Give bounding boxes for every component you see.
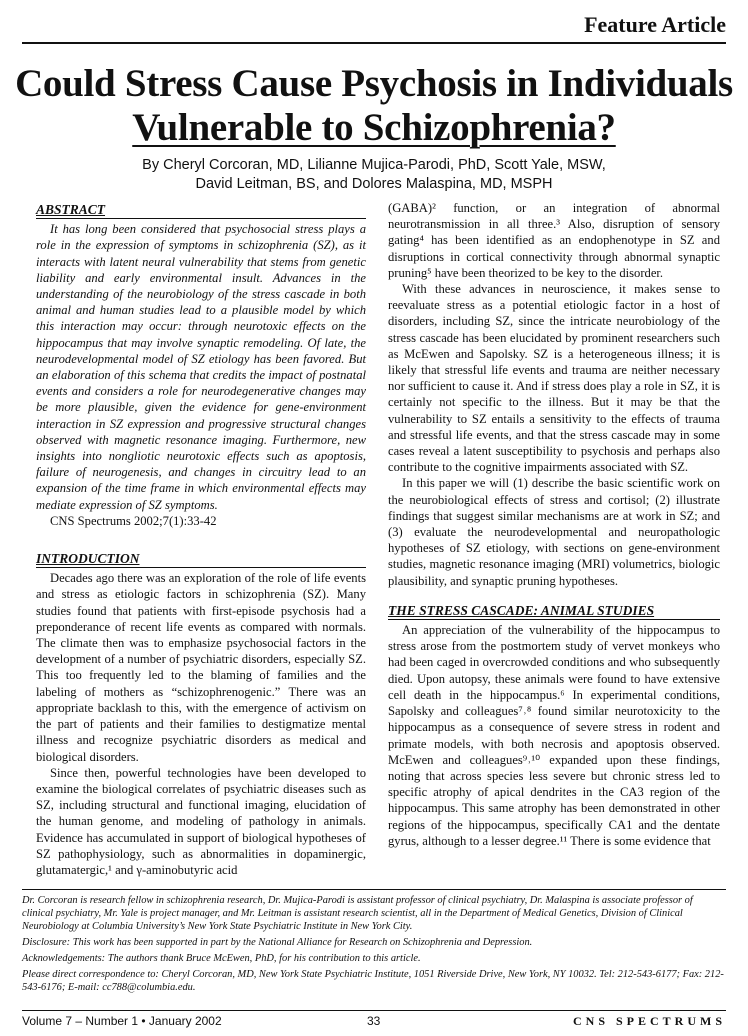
footnote-correspondence: Please direct correspondence to: Cheryl Corcoran, MD, New York State Psychiatric Institute, 1051 Riverside Drive, New York, NY 10032. Tel: 212-543-6177; Fax: 212-543-6176; E-mail: cc788@columbia.edu. [22,969,724,993]
footnote-disclosure: Disclosure: This work has been supported in part by the National Alliance for Research on Schizophrenia and Depression. [22,937,533,948]
authors-line-1: By Cheryl Corcoran, MD, Lilianne Mujica-Parodi, PhD, Scott Yale, MSW, [142,157,606,173]
journal-name: CNS SPECTRUMS [572,1014,726,1028]
body-paragraph-1: (GABA)² function, or an integration of abnormal neurotransmission in all three.³ Also, disruption of sensory gating⁴ has been identified as an endophenotype in SZ and disruptions in cortical connectivity through abnormal synaptic pruning⁵ have been theorized to be key to the disorder. [388,201,720,280]
stress-cascade-paragraph: An appreciation of the vulnerability of the hippocampus to stress arose from the postmortem study of vervet monkeys who had been caged in overcrowded conditions and who subsequently died. Upon autopsy, these animals were found to have extensive cell death in the hippocampus.⁶ In experimental conditions, Sapolsky and colleagues⁷˒⁸ found similar neurotoxicity to the hippocampus as a consequence of severe stress in rodent and primate models, with both necrosis and apoptosis observed. McEwen and colleagues⁹˒¹⁰ expanded upon these findings, noting that across species less severe but chronic stress led to specific atrophy of apical dendrites in the CA3 region of the hippocampus. This same atrophy has been demonstrated in other regions of the hippocampus, specifically CA1 and the dentate gyrus, although to a lesser degree.¹¹ There is some evidence that [388,623,720,848]
right-column [388,200,720,849]
article-title [0,62,748,150]
stress-cascade-heading: THE STRESS CASCADE: ANIMAL STUDIES [388,603,720,620]
page-number: 33 [367,1014,381,1028]
issue-info: Volume 7 – Number 1 • January 2002 [22,1014,222,1028]
authors-line-2: David Leitman, BS, and Dolores Malaspina, MD, MSPH [195,176,553,192]
abstract-heading: ABSTRACT [36,202,366,219]
page-footer [22,1010,726,1028]
footnote-acknowledgements: Acknowledgements: The authors thank Bruce McEwen, PhD, for his contribution to this article. [22,953,421,964]
introduction-paragraph-1: Decades ago there was an exploration of the role of life events and stress as etiologic factors in schizophrenia (SZ). Many studies found that patients with first-episode psychosis had a preponderance of recent life events as compared with normals. The climate then was to emphasize psychosocial factors in the development of a number of psychiatric disorders, especially SZ. This too frequently led to the blaming of families and the labeling of mothers as “schizophrenogenic.” There was an appropriate backlash to this, with the emergence of activism on the part of patients and their families to destigmatize mental illness and recognize psychiatric disorders as medical and biological disorders. [36,571,366,764]
section-label: Feature Article [584,12,726,37]
abstract-text: It has long been considered that psychosocial stress plays a role in the expression of symptoms in schizophrenia (SZ), as it interacts with latent neural vulnerability that stems from genetic liability and early environmental insult. Advances in the understanding of the neurobiology of the stress cascade in both animal and human studies lead to a plausible model by which this interaction may occur: through neurotoxic effects on the hippocampus that may involve synaptic remodeling. Of late, the neurodevelopmental model of SZ etiology has been favored. But an elaboration of this schema that credits the impact of postnatal events and considers a role for neurodegenerative changes may be more plausible, given the evidence for gene-environment interaction in SZ expression and progressive structural changes observed with magnetic resonance imaging. Furthermore, new insights into nongliotic neurotoxic effects such as apoptosis, failure of neurogenesis, and changes in circuitry lead to an expansion of the time frame in which environmental effects may mediate expression of SZ symptoms. [36,222,366,512]
introduction-paragraph-2: Since then, powerful technologies have been developed to examine the biological correlates of psychiatric diseases such as SZ, including structural and functional imaging, elucidation of the human genome, and modeling of pathology in animals. Evidence has accumulated in support of biological hypotheses of SZ pathophysiology, such as abnormalities in dopaminergic, glutamatergic,¹ and γ-aminobutyric acid [36,765,366,877]
abstract-section [36,202,366,529]
footnote-affiliations: Dr. Corcoran is research fellow in schizophrenia research, Dr. Mujica-Parodi is assistant professor of clinical psychiatry, Dr. Malaspina is associate professor of clinical psychiatry, Mr. Yale is project manager, and Mr. Leitman is assistant research scientist, all in the Department of Medical Genetics, Division of Clinical Neurobiology at Columbia University’s New York State Psychiatric Institute in New York City. [22,895,693,932]
page-header [22,10,726,44]
title-line-1: Could Stress Cause Psychosis in Individuals [15,62,733,105]
footnotes [22,889,726,997]
author-byline [0,156,748,194]
left-column [36,200,366,878]
body-paragraph-3: In this paper we will (1) describe the basic scientific work on the neurobiological effects of stress and cortisol; (2) illustrate findings that suggest similar mechanisms are at work in SZ; and (3) evaluate the neurodevelopmental and neuropathologic hypotheses of SZ etiology, with sections on gene-environment studies, magnetic resonance imaging (MRI) volumetrics, biologic plausibility, and synaptic pruning hypotheses. [388,476,720,588]
title-line-2: Vulnerable to Schizophrenia? [132,106,616,149]
introduction-heading: INTRODUCTION [36,551,366,568]
body-paragraph-2: With these advances in neuroscience, it makes sense to reevaluate stress as a potential etiologic factor in a host of disorders, including SZ, since the intricate neurobiology of the stress cascade has been elucidated by prominent researchers such as McEwen and Sapolsky. SZ is a heterogeneous illness; it is likely that stressful life events and trauma are neither necessary nor sufficient to cause it. And if stress does play a role in SZ, it is certainly not specific to the illness. But it may be that the vulnerability to SZ entails a sensitivity to the effects of trauma and stressful life events, and that the stress cascade may in some cases reveal a latent susceptibility to psychosis and perhaps also contribute to the cognitive impairments associated with SZ. [388,282,720,475]
abstract-citation: CNS Spectrums 2002;7(1):33-42 [50,513,217,528]
